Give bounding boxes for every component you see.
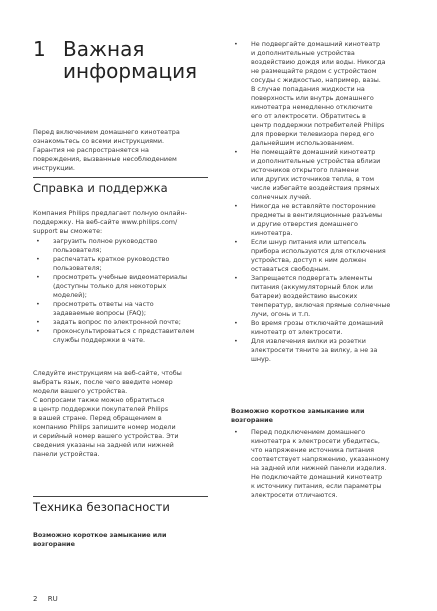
list-item [231, 202, 413, 238]
list-item [33, 327, 208, 345]
list-item-line: батареи) воздействию высоких [251, 292, 358, 300]
list-item-line: Во время грозы отключайте домашний [251, 319, 384, 327]
list-item [33, 318, 208, 327]
page-footer [33, 595, 66, 604]
intro-line: Гарантия не распространяется на [33, 146, 149, 154]
bullet-icon: • [234, 40, 238, 48]
list-item-line: соответствует напряжению, указанному [251, 455, 390, 463]
support-instructions-line: Следуйте инструкциям на веб-сайте, чтобы [33, 369, 182, 377]
support-instructions-line: С вопросами также можно обратиться [33, 396, 165, 404]
list-item-line: к источнику питания, если параметры [251, 482, 382, 490]
support-instructions-line: выбрать язык, после чего введите номер [33, 378, 173, 386]
list-item [231, 40, 413, 148]
list-item [33, 255, 208, 273]
list-item-line: загрузить полное руководство [53, 237, 158, 245]
list-item [231, 337, 413, 364]
list-item-line: лучи, огонь и т.п. [251, 310, 311, 318]
list-item-line: воздействию дождя или воды. Никогда [251, 58, 386, 66]
bullet-icon: • [234, 319, 238, 327]
list-item-line: не размещайте рядом с устройством [251, 67, 377, 75]
safety-subheading-line1: Возможно короткое замыкание или [33, 531, 167, 539]
chapter-number: 1 [33, 37, 46, 61]
list-item-line: прибора используются для отключения [251, 247, 386, 255]
list-item-line: задать вопрос по электронной почте; [53, 318, 181, 326]
section-divider [33, 496, 208, 497]
bullet-icon: • [36, 318, 40, 326]
list-item-line: Не подвергайте домашний кинотеатр [251, 40, 381, 48]
list-item-line: предметы в вентиляционные разъемы [251, 211, 383, 219]
bullet-icon: • [234, 202, 238, 210]
support-intro-line: поддержку. На веб-сайте www.philips.com/ [33, 218, 178, 226]
chapter-title-line2: информация [63, 59, 198, 83]
support-instructions-line: панели устройства. [33, 450, 100, 458]
list-item-line: или других источников тепла, в том [251, 175, 375, 183]
list-item-line: кинотеатра немедленно отключите [251, 103, 373, 111]
bullet-icon: • [234, 148, 238, 156]
list-item-line: пользователя; [53, 264, 102, 272]
support-heading: Справка и поддержка [33, 181, 168, 195]
list-item-line: службы поддержки в чате. [53, 336, 146, 344]
chapter-title-line1: Важная [63, 37, 145, 61]
bullet-icon: • [36, 255, 40, 263]
list-item-line: Перед подключением домашнего [251, 428, 366, 436]
list-item-line: его от электросети. Обратитесь в [251, 112, 366, 120]
list-item-line: питания (аккумуляторный блок или [251, 283, 373, 291]
list-item-line: температур, включая прямые солнечные [251, 301, 391, 309]
safety-subheading [33, 531, 208, 549]
list-item-line: просмотреть ответы на часто [53, 300, 154, 308]
list-item [33, 237, 208, 255]
list-item [231, 148, 413, 202]
list-item-line: (доступны только для некоторых [53, 282, 167, 290]
support-instructions-line: в центр поддержки покупателей Philips [33, 405, 169, 413]
list-item-line: В случае попадания жидкости на [251, 85, 365, 93]
list-item-line: кинотеатра. [251, 229, 293, 237]
bullet-icon: • [36, 273, 40, 281]
language-code: RU [47, 595, 58, 603]
list-item-line: поверхность или внутрь домашнего [251, 94, 374, 102]
section-divider [33, 177, 208, 178]
list-item-line: Не помещайте домашний кинотеатр [251, 148, 376, 156]
list-item-line: источников открытого пламени [251, 166, 359, 174]
list-item-line: Если шнур питания или штепсель [251, 238, 367, 246]
support-intro-line: Компания Philips предлагает полную онлайн- [33, 209, 188, 217]
list-item-line: Для извлечения вилки из розетки [251, 337, 366, 345]
list-item-line: распечатать краткое руководство [53, 255, 170, 263]
list-item-line: моделей); [53, 291, 87, 299]
chapter-heading [33, 38, 208, 82]
intro-line: повреждения, вызванные несоблюдением [33, 155, 177, 163]
list-item [231, 319, 413, 337]
bullet-icon: • [234, 238, 238, 246]
bullet-icon: • [234, 337, 238, 345]
bullet-icon: • [36, 300, 40, 308]
list-item-line: устройства, доступ к ним должен [251, 256, 367, 264]
short-circuit-subheading-line2: возгорание [231, 416, 273, 424]
safety-subheading-line2: возгорание [33, 540, 75, 548]
short-circuit-subheading-line1: Возможно короткое замыкание или [231, 407, 365, 415]
short-circuit-subheading [231, 407, 411, 425]
chapter-title [63, 38, 213, 82]
list-item-line: для проверки телевизора перед его [251, 130, 374, 138]
list-item-line: шнур. [251, 355, 271, 363]
list-item-line: электросети тяните за вилку, а не за [251, 346, 378, 354]
short-circuit-list [231, 428, 413, 500]
list-item-line: на задней или нижней панели изделия. [251, 464, 387, 472]
support-instructions-line: модели вашего устройства. [33, 387, 128, 395]
support-instructions [33, 369, 208, 459]
list-item-line: задаваемые вопросы (FAQ); [53, 309, 147, 317]
list-item-line: просмотреть учебные видеоматериалы [53, 273, 188, 281]
list-item-line: Запрещается подвергать элементы [251, 274, 373, 282]
list-item-line: оставаться свободным. [251, 265, 331, 273]
list-item-line: кинотеатр от электросети. [251, 328, 343, 336]
bullet-icon: • [36, 237, 40, 245]
list-item-line: что напряжение источника питания [251, 446, 374, 454]
list-item [231, 428, 413, 500]
list-item-line: и дополнительные устройства вблизи [251, 157, 381, 165]
safety-heading: Техника безопасности [33, 500, 170, 514]
intro-line: ознакомьтесь со всеми инструкциями. [33, 137, 165, 145]
bullet-icon: • [234, 428, 238, 436]
list-item-line: дальнейшим использованием. [251, 139, 355, 147]
page-number: 2 [33, 595, 38, 603]
list-item [231, 238, 413, 274]
list-item-line: и другие отверстия домашнего [251, 220, 358, 228]
list-item-line: сосуды с жидкостью, например, вазы. [251, 76, 381, 84]
list-item-line: Никогда не вставляйте посторонние [251, 202, 376, 210]
list-item-line: солнечных лучей. [251, 193, 312, 201]
list-item-line: кинотеатра к электросети убедитесь, [251, 437, 380, 445]
list-item-line: и дополнительные устройства [251, 49, 355, 57]
list-item [33, 273, 208, 300]
list-item [231, 274, 413, 319]
list-item-line: пользователя; [53, 246, 102, 254]
list-item-line: Не подключайте домашний кинотеатр [251, 473, 383, 481]
list-item-line: электросети отличаются. [251, 491, 338, 499]
safety-list [231, 40, 413, 364]
intro-line: инструкции. [33, 164, 75, 172]
list-item-line: числе избегайте воздействия прямых [251, 184, 380, 192]
support-instructions-line: компанию Philips запишите номер модели [33, 423, 176, 431]
support-instructions-line: в вашей стране. Перед обращением в [33, 414, 162, 422]
bullet-icon: • [234, 274, 238, 282]
list-item-line: проконсультироваться с представителем [53, 327, 195, 335]
list-item [33, 300, 208, 318]
intro-paragraph [33, 128, 203, 173]
bullet-icon: • [36, 327, 40, 335]
support-instructions-line: сведения указаны на задней или нижней [33, 441, 174, 449]
support-intro-line: support вы сможете: [33, 227, 103, 235]
list-item-line: центр поддержки потребителей Philips [251, 121, 385, 129]
intro-line: Перед включением домашнего кинотеатра [33, 128, 180, 136]
support-intro [33, 209, 208, 236]
support-instructions-line: и серийный номер вашего устройства. Эти [33, 432, 179, 440]
support-list [33, 237, 208, 345]
